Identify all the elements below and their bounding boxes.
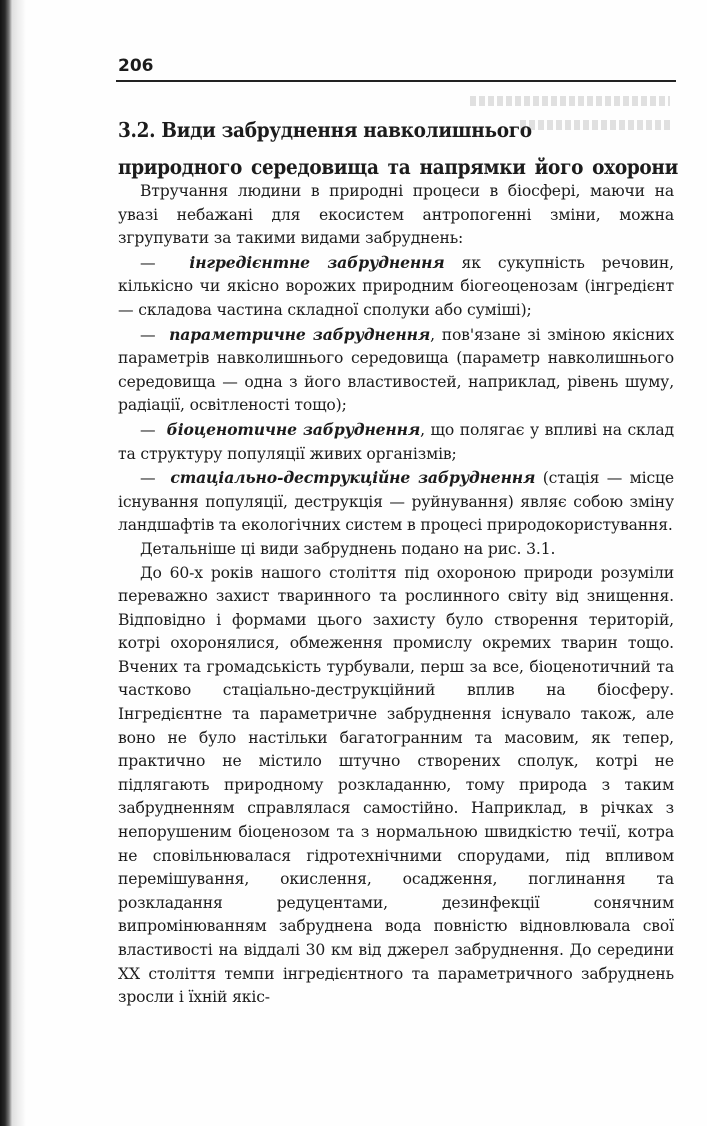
body-text: [118, 180, 674, 1010]
intro-paragraph: Втручання людини в природні процеси в біосфері, маючи на увазі небажані для екосистем антропогенні зміни, можна згрупувати за такими видами забруднень:: [118, 182, 674, 248]
list-item-text: , що полягає у впливі на склад та структуру популяції живих організмів;: [118, 420, 674, 463]
page-number: 206: [118, 56, 154, 76]
list-dash: —: [140, 325, 156, 344]
list-item-ingredient: [118, 251, 674, 323]
bleed-through: [470, 96, 670, 106]
list-dash: —: [140, 253, 156, 272]
section-heading-line-1: 3.2. Види забруднення навколишнього: [118, 118, 532, 142]
term-ingredient: інгредієнтне забруднення: [189, 252, 445, 272]
list-dash: —: [140, 420, 156, 439]
list-item-parametric: [118, 323, 674, 418]
list-item-text: як сукупність речовин, кількісно чи якісно ворожих природним біогеоценозам (інгредієнт — складова частина складної сполуки або суміші);: [118, 253, 674, 319]
figure-reference-paragraph: Детальніше ці види забруднень подано на рис. 3.1.: [140, 539, 556, 558]
term-parametric: параметричне забруднення: [169, 324, 431, 344]
term-stational: стаціально-деструкційне забруднення: [170, 468, 536, 488]
list-item-stational: [118, 466, 674, 538]
list-item-text: , пов'язане зі зміною якісних параметрів навколишнього середовища (параметр навколишнього середовища — одна з його властивостей, наприклад, рівень шуму, радіації, освітленості тощо);: [118, 325, 674, 415]
section-heading: [118, 112, 678, 186]
list-item-text: (стація — місце існування популяції, деструкція — руйнування) являє собою зміну ландшафтів та екологічних систем в процесі природокористування.: [118, 469, 674, 535]
list-item-biocenotic: [118, 418, 674, 466]
section-heading-line-2: природного середовища та напрямки його охорони: [118, 155, 678, 179]
book-spine-shadow: [0, 0, 12, 1126]
term-biocenotic: біоценотичне забруднення: [166, 419, 421, 439]
gutter-shadow: [12, 0, 26, 1126]
list-dash: —: [140, 469, 156, 488]
header-rule: [116, 80, 676, 82]
history-paragraph: До 60-х років нашого століття під охороною природи розуміли переважно захист тваринного та рослинного світу від знищення. Відповідно і формами цього захисту було створення територій, котрі охоронялися, обмеження промислу окремих тварин тощо. Вчених та громадськість турбували, перш за все, біоценотичний та частково стаціально-деструкційний вплив на біосферу. Інгредієнтне та параметричне забруднення існувало також, але воно не було настільки багатогранним та масовим, як тепер, практично не містило штучно створених сполук, котрі не підлягають природному розкладанню, тому природа з таким забрудненням справлялася самостійно. Наприклад, в річках з непорушеним біоценозом та з нормальною швидкістю течії, котра не сповільнювалася гідротехнічними спорудами, під впливом перемішування, окислення, осадження, поглинання та розкладання редуцентами, дезинфекції сонячним випромінюванням забруднена вода повністю відновлювала свої властивості на віддалі 30 км від джерел забруднення. До середини XX століття темпи інгредієнтного та параметричного забруднень зросли і їхній якіс-: [118, 563, 674, 1007]
